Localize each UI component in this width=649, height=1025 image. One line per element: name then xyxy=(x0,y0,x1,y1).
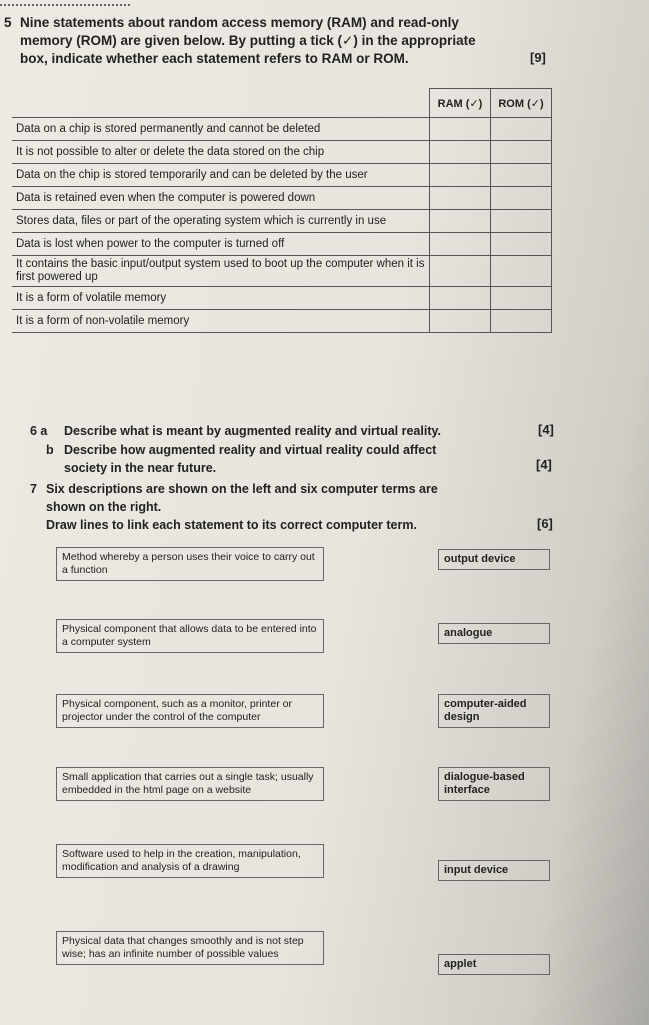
statement-2: It is not possible to alter or delete the data stored on the chip xyxy=(12,141,430,164)
description-box-applet[interactable]: Small application that carries out a single task; usually embedded in the html page on a website xyxy=(56,767,324,801)
rom-tick-box-8[interactable] xyxy=(491,287,552,310)
q6a-label: 6 a xyxy=(30,424,48,438)
table-row xyxy=(12,210,552,233)
rom-tick-box-2[interactable] xyxy=(491,141,552,164)
q6a-marks: [4] xyxy=(538,422,554,437)
term-box-applet[interactable]: applet xyxy=(438,954,550,975)
term-box-output-device[interactable]: output device xyxy=(438,549,550,570)
statement-7: It contains the basic input/output system used to boot up the computer when it is first powered up xyxy=(12,256,430,287)
q7-text-line2: shown on the right. xyxy=(46,500,162,514)
rom-column-header: ROM (✓) xyxy=(491,89,552,118)
q6b-label: b xyxy=(46,443,54,457)
rom-tick-box-9[interactable] xyxy=(491,310,552,333)
rom-tick-box-5[interactable] xyxy=(491,210,552,233)
table-row xyxy=(12,141,552,164)
description-box-input[interactable]: Physical component that allows data to be entered into a computer system xyxy=(56,619,324,653)
term-box-input-device[interactable]: input device xyxy=(438,860,550,881)
q7-text-line1: Six descriptions are shown on the left and six computer terms are xyxy=(46,482,438,496)
description-box-analogue[interactable]: Physical data that changes smoothly and is not step wise; has an infinite number of possible values xyxy=(56,931,324,965)
rom-tick-box-3[interactable] xyxy=(491,164,552,187)
ram-tick-box-4[interactable] xyxy=(430,187,491,210)
q6a-text: Describe what is meant by augmented reality and virtual reality. xyxy=(64,424,441,438)
ram-tick-box-3[interactable] xyxy=(430,164,491,187)
statement-6: Data is lost when power to the computer is turned off xyxy=(12,233,430,256)
term-box-cad[interactable]: computer-aided design xyxy=(438,694,550,728)
statement-1: Data on a chip is stored permanently and cannot be deleted xyxy=(12,118,430,141)
q5-text-line1: Nine statements about random access memory (RAM) and read-only xyxy=(20,15,459,30)
term-box-dialogue-interface[interactable]: dialogue-based interface xyxy=(438,767,550,801)
table-row xyxy=(12,187,552,210)
ram-tick-box-7[interactable] xyxy=(430,256,491,287)
table-header-blank xyxy=(12,89,430,118)
table-row xyxy=(12,310,552,333)
description-box-voice[interactable]: Method whereby a person uses their voice to carry out a function xyxy=(56,547,324,581)
ram-tick-box-2[interactable] xyxy=(430,141,491,164)
q5-text-line3: box, indicate whether each statement refers to RAM or ROM. xyxy=(20,51,409,66)
statement-8: It is a form of volatile memory xyxy=(12,287,430,310)
q7-marks: [6] xyxy=(537,516,553,531)
description-box-cad[interactable]: Software used to help in the creation, manipulation, modification and analysis of a drawing xyxy=(56,844,324,878)
ram-tick-box-8[interactable] xyxy=(430,287,491,310)
table-header-row xyxy=(12,89,552,118)
q7-text-line3: Draw lines to link each statement to its correct computer term. xyxy=(46,518,417,532)
description-box-output[interactable]: Physical component, such as a monitor, printer or projector under the control of the computer xyxy=(56,694,324,728)
rom-tick-box-1[interactable] xyxy=(491,118,552,141)
statement-5: Stores data, files or part of the operating system which is currently in use xyxy=(12,210,430,233)
q5-text-line2: memory (ROM) are given below. By putting a tick (✓) in the appropriate xyxy=(20,33,476,48)
table-row xyxy=(12,164,552,187)
rom-tick-box-7[interactable] xyxy=(491,256,552,287)
table-row xyxy=(12,287,552,310)
ram-tick-box-1[interactable] xyxy=(430,118,491,141)
q5-number: 5 xyxy=(4,15,12,30)
ram-tick-box-5[interactable] xyxy=(430,210,491,233)
dotted-line-decoration xyxy=(0,4,130,8)
rom-tick-box-6[interactable] xyxy=(491,233,552,256)
table-row xyxy=(12,256,552,287)
q6b-marks: [4] xyxy=(536,457,552,472)
ram-rom-table xyxy=(12,88,552,333)
ram-tick-box-9[interactable] xyxy=(430,310,491,333)
q5-marks: [9] xyxy=(530,50,546,65)
ram-tick-box-6[interactable] xyxy=(430,233,491,256)
q6b-text-line1: Describe how augmented reality and virtual reality could affect xyxy=(64,443,437,457)
statement-4: Data is retained even when the computer is powered down xyxy=(12,187,430,210)
ram-column-header: RAM (✓) xyxy=(430,89,491,118)
statement-3: Data on the chip is stored temporarily and can be deleted by the user xyxy=(12,164,430,187)
table-row xyxy=(12,118,552,141)
statement-9: It is a form of non-volatile memory xyxy=(12,310,430,333)
q6b-text-line2: society in the near future. xyxy=(64,461,217,475)
table-row xyxy=(12,233,552,256)
q7-number: 7 xyxy=(30,482,37,496)
rom-tick-box-4[interactable] xyxy=(491,187,552,210)
term-box-analogue[interactable]: analogue xyxy=(438,623,550,644)
